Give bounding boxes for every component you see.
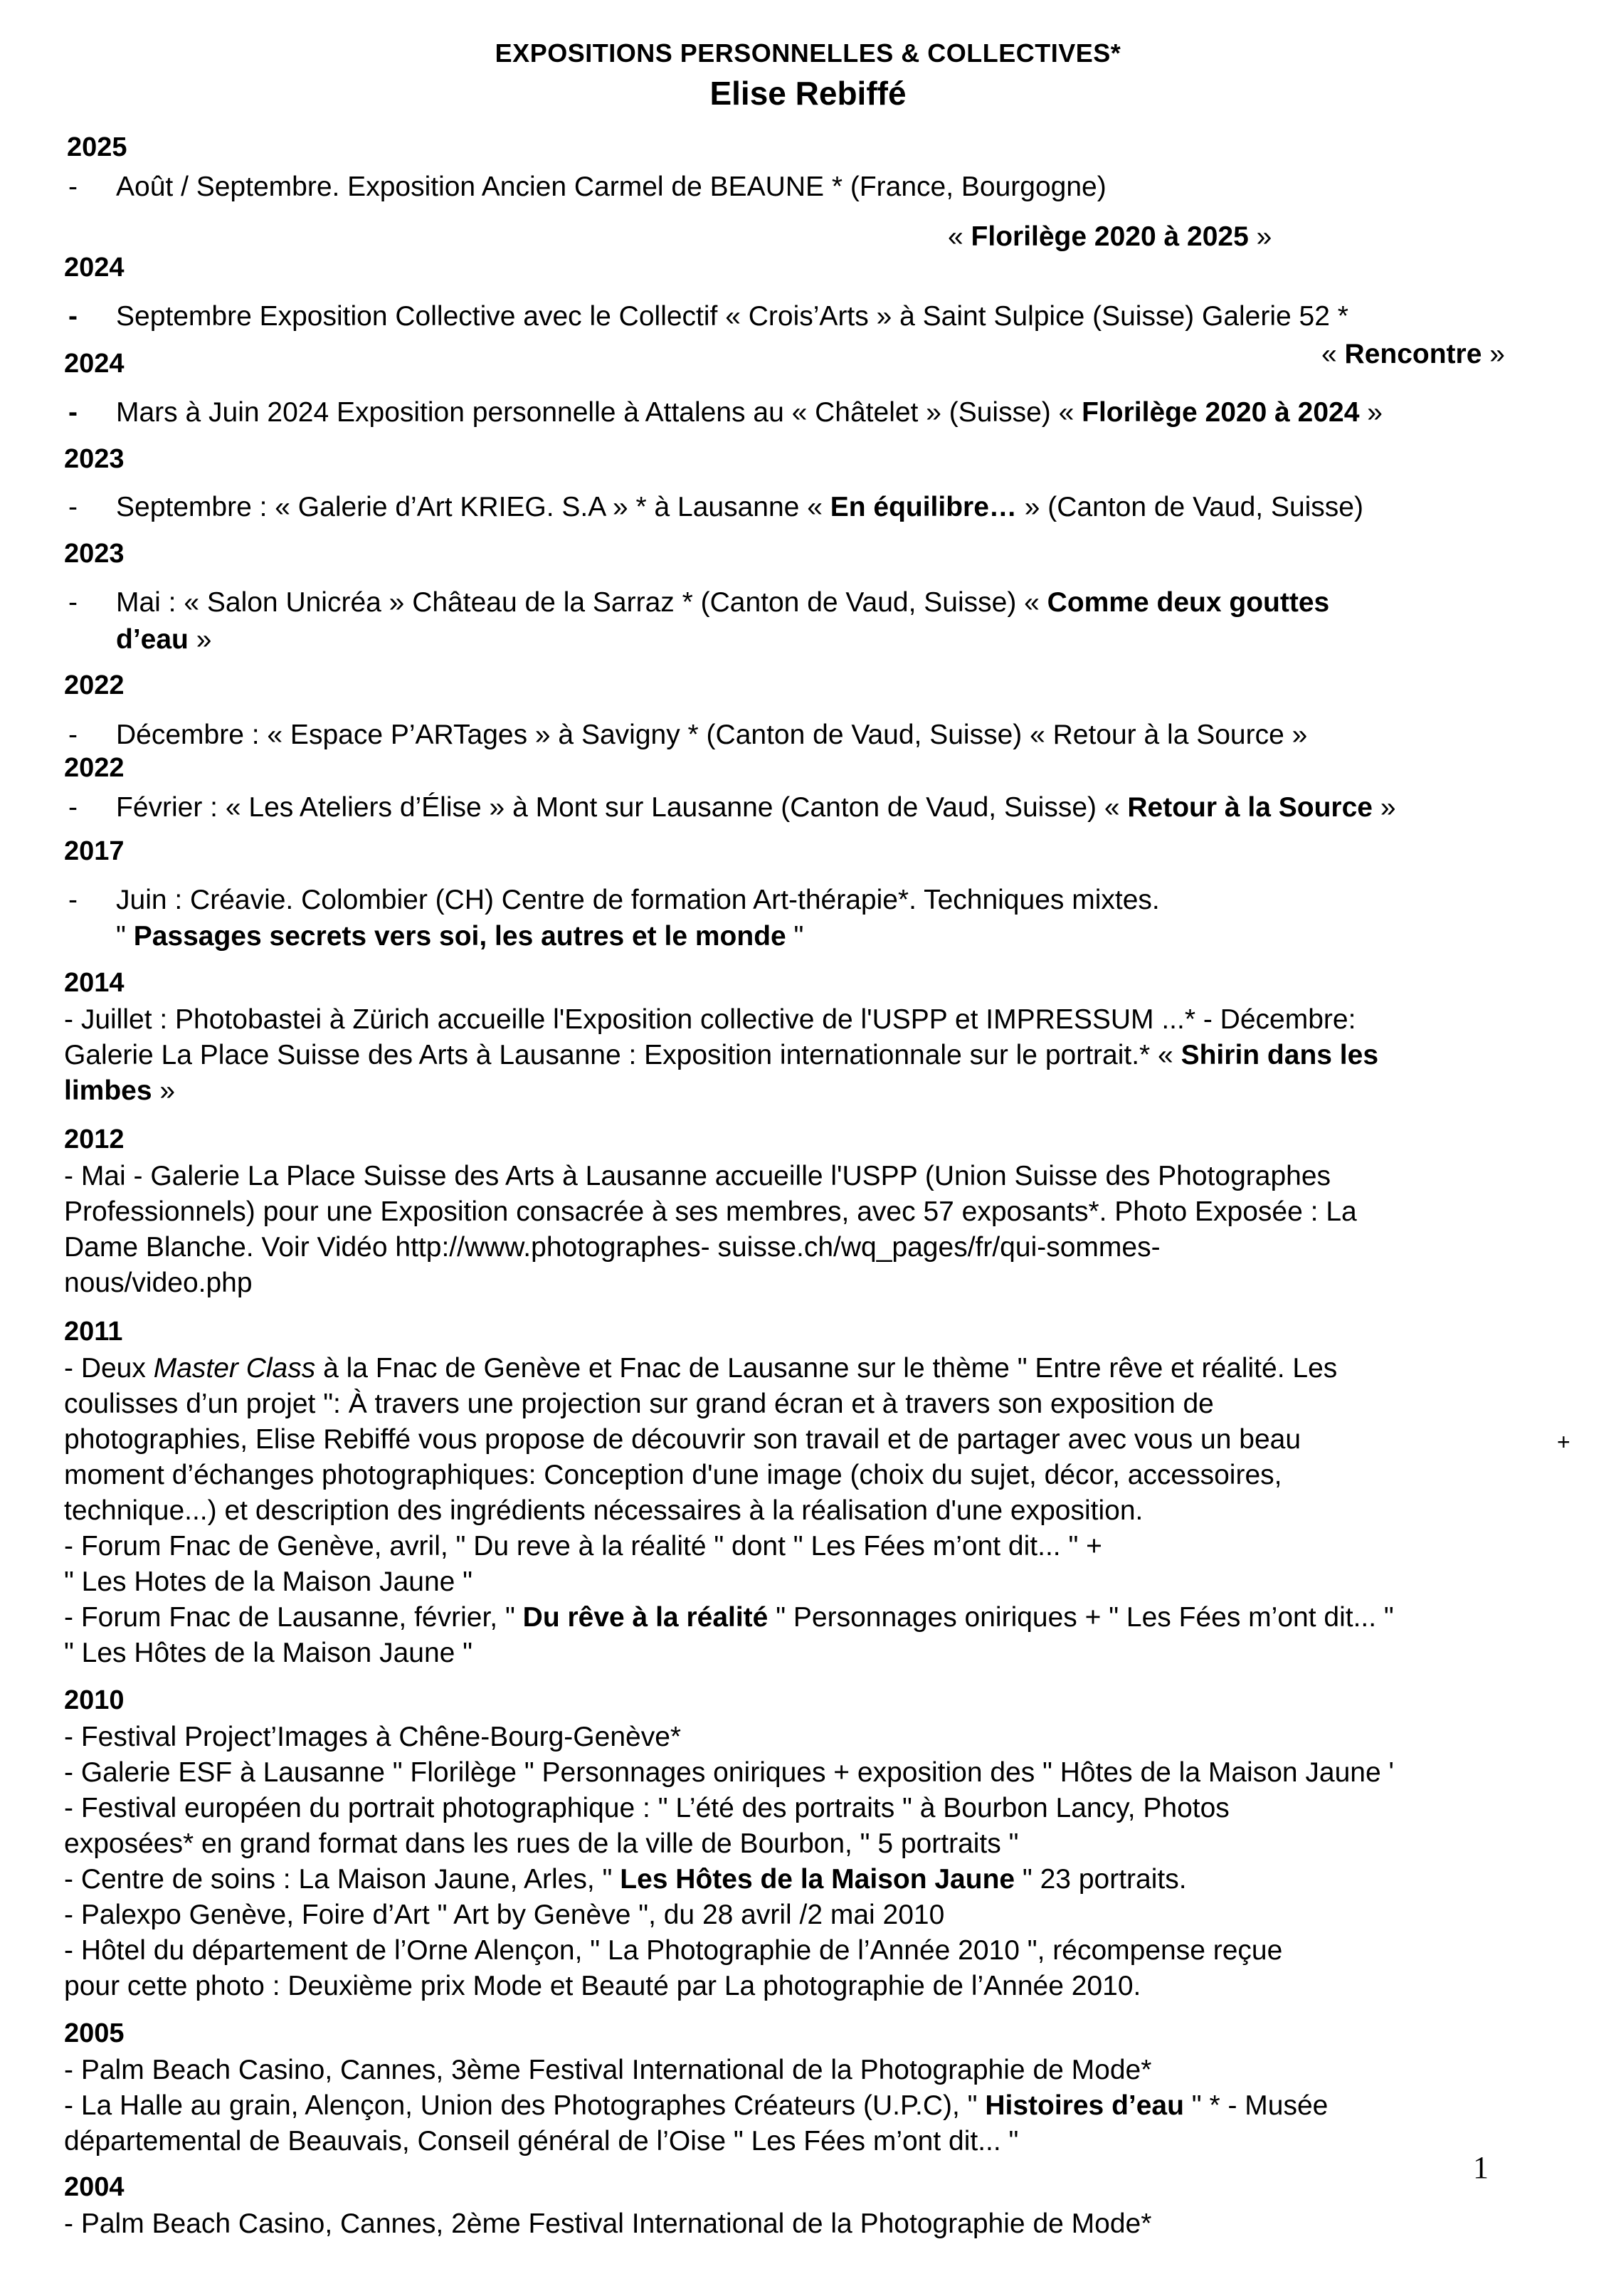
text-line: " Les Hotes de la Maison Jaune ": [64, 1566, 473, 1597]
text-line: - Galerie ESF à Lausanne " Florilège " Personnages oniriques + exposition des " Hôtes de la Maison Jaune ': [64, 1757, 1394, 1788]
document-title: EXPOSITIONS PERSONNELLES & COLLECTIVES*: [495, 38, 1121, 68]
list-dash: -: [68, 885, 78, 915]
page-number: 1: [1473, 2150, 1489, 2185]
text-line: pour cette photo : Deuxième prix Mode et Beauté par La photographie de l’Année 2010.: [64, 1971, 1141, 2001]
list-item: Mai : « Salon Unicréa » Château de la Sarraz * (Canton de Vaud, Suisse) « Comme deux gouttes: [116, 587, 1330, 618]
text-line: - La Halle au grain, Alençon, Union des Photographes Créateurs (U.P.C), " Histoires d’eau " * - Musée: [64, 2090, 1329, 2121]
text-line: limbes »: [64, 1075, 176, 1106]
list-dash: -: [68, 720, 78, 750]
list-dash: -: [68, 792, 78, 823]
text-line: - Hôtel du département de l’Orne Alençon, " La Photographie de l’Année 2010 ", récompense reçue: [64, 1935, 1283, 1966]
list-dash: -: [68, 301, 78, 332]
text-line: coulisses d’un projet ": À travers une projection sur grand écran et à travers son exposition de: [64, 1389, 1214, 1419]
year-heading: 2023: [64, 444, 125, 474]
year-heading: 2014: [64, 968, 125, 998]
list-item: Septembre Exposition Collective avec le Collectif « Crois’Arts » à Saint Sulpice (Suisse) Galerie 52 *: [116, 301, 1348, 332]
list-dash: -: [68, 397, 78, 428]
year-heading: 2023: [64, 539, 125, 569]
text-line: technique...) et description des ingrédients nécessaires à la réalisation d'une exposition.: [64, 1495, 1144, 1526]
text-line: " Les Hôtes de la Maison Jaune ": [64, 1638, 473, 1668]
list-item: Mars à Juin 2024 Exposition personnelle à Attalens au « Châtelet » (Suisse) « Florilège 2020 à 2024 »: [116, 397, 1383, 428]
text-line: photographies, Elise Rebiffé vous propose de découvrir son travail et de partager avec vous un beau: [64, 1424, 1301, 1455]
text-line: Galerie La Place Suisse des Arts à Lausanne : Exposition internationnale sur le portrait.* « Shirin dans les: [64, 1040, 1379, 1070]
text-line: Professionnels) pour une Exposition consacrée à ses membres, avec 57 exposants*. Photo Exposée : La: [64, 1196, 1357, 1227]
year-heading: 2010: [64, 1685, 125, 1715]
plus-mark: +: [1557, 1429, 1570, 1455]
list-dash: -: [68, 172, 78, 202]
list-item-continued: " Passages secrets vers soi, les autres et le monde ": [116, 921, 804, 952]
list-item: Septembre : « Galerie d’Art KRIEG. S.A » * à Lausanne « En équilibre… » (Canton de Vaud, Suisse): [116, 492, 1363, 522]
exhibition-title: « Florilège 2020 à 2025 »: [948, 221, 1272, 252]
artist-name: Elise Rebiffé: [709, 75, 907, 112]
year-heading: 2005: [64, 2018, 125, 2048]
year-heading: 2025: [67, 132, 127, 162]
text-line: départemental de Beauvais, Conseil général de l’Oise " Les Fées m’ont dit... ": [64, 2126, 1019, 2157]
text-line: - Forum Fnac de Lausanne, février, " Du rêve à la réalité " Personnages oniriques + " Les Fées m’ont dit... ": [64, 1602, 1394, 1633]
text-line: Dame Blanche. Voir Vidéo http://www.photographes- suisse.ch/wq_pages/fr/qui-sommes-: [64, 1232, 1161, 1263]
text-line: nous/video.php: [64, 1268, 253, 1298]
list-dash: -: [68, 492, 78, 522]
year-heading: 2011: [64, 1317, 123, 1347]
list-item: Décembre : « Espace P’ARTages » à Savigny * (Canton de Vaud, Suisse) « Retour à la Source »: [116, 720, 1308, 750]
text-line: moment d’échanges photographiques: Conception d'une image (choix du sujet, décor, accessoires,: [64, 1460, 1282, 1490]
list-item: Août / Septembre. Exposition Ancien Carmel de BEAUNE * (France, Bourgogne): [116, 172, 1107, 202]
text-line: - Festival Project’Images à Chêne-Bourg-Genève*: [64, 1722, 682, 1752]
text-line: - Forum Fnac de Genève, avril, " Du reve à la réalité " dont " Les Fées m’ont dit... " +: [64, 1531, 1102, 1562]
text-line: - Deux Master Class à la Fnac de Genève et Fnac de Lausanne sur le thème " Entre rêve et réalité. Les: [64, 1353, 1338, 1384]
year-heading: 2017: [64, 836, 125, 866]
text-line: - Palm Beach Casino, Cannes, 2ème Festival International de la Photographie de Mode*: [64, 2208, 1152, 2239]
text-line: exposées* en grand format dans les rues de la ville de Bourbon, " 5 portraits ": [64, 1828, 1019, 1859]
list-item-continued: d’eau »: [116, 624, 212, 655]
year-heading: 2022: [64, 753, 125, 783]
list-dash: -: [68, 587, 78, 618]
text-line: - Palm Beach Casino, Cannes, 3ème Festival International de la Photographie de Mode*: [64, 2055, 1152, 2085]
list-item: Juin : Créavie. Colombier (CH) Centre de formation Art-thérapie*. Techniques mixtes.: [116, 885, 1160, 915]
year-heading: 2004: [64, 2172, 125, 2202]
text-line: - Mai - Galerie La Place Suisse des Arts à Lausanne accueille l'USPP (Union Suisse des Photographes: [64, 1161, 1331, 1191]
text-line: - Palexpo Genève, Foire d’Art " Art by Genève ", du 28 avril /2 mai 2010: [64, 1900, 945, 1930]
year-heading: 2022: [64, 670, 125, 700]
year-heading: 2024: [64, 253, 125, 283]
exhibition-title: « Rencontre »: [1321, 339, 1505, 369]
year-heading: 2024: [64, 349, 125, 379]
list-item: Février : « Les Ateliers d’Élise » à Mont sur Lausanne (Canton de Vaud, Suisse) « Retour à la Source »: [116, 792, 1396, 823]
text-line: - Festival européen du portrait photographique : " L’été des portraits " à Bourbon Lancy, Photos: [64, 1793, 1230, 1823]
year-heading: 2012: [64, 1125, 125, 1154]
text-line: - Centre de soins : La Maison Jaune, Arles, " Les Hôtes de la Maison Jaune " 23 portraits.: [64, 1864, 1187, 1895]
text-line: - Juillet : Photobastei à Zürich accueille l'Exposition collective de l'USPP et IMPRESSUM ...* - Décembre:: [64, 1004, 1356, 1035]
